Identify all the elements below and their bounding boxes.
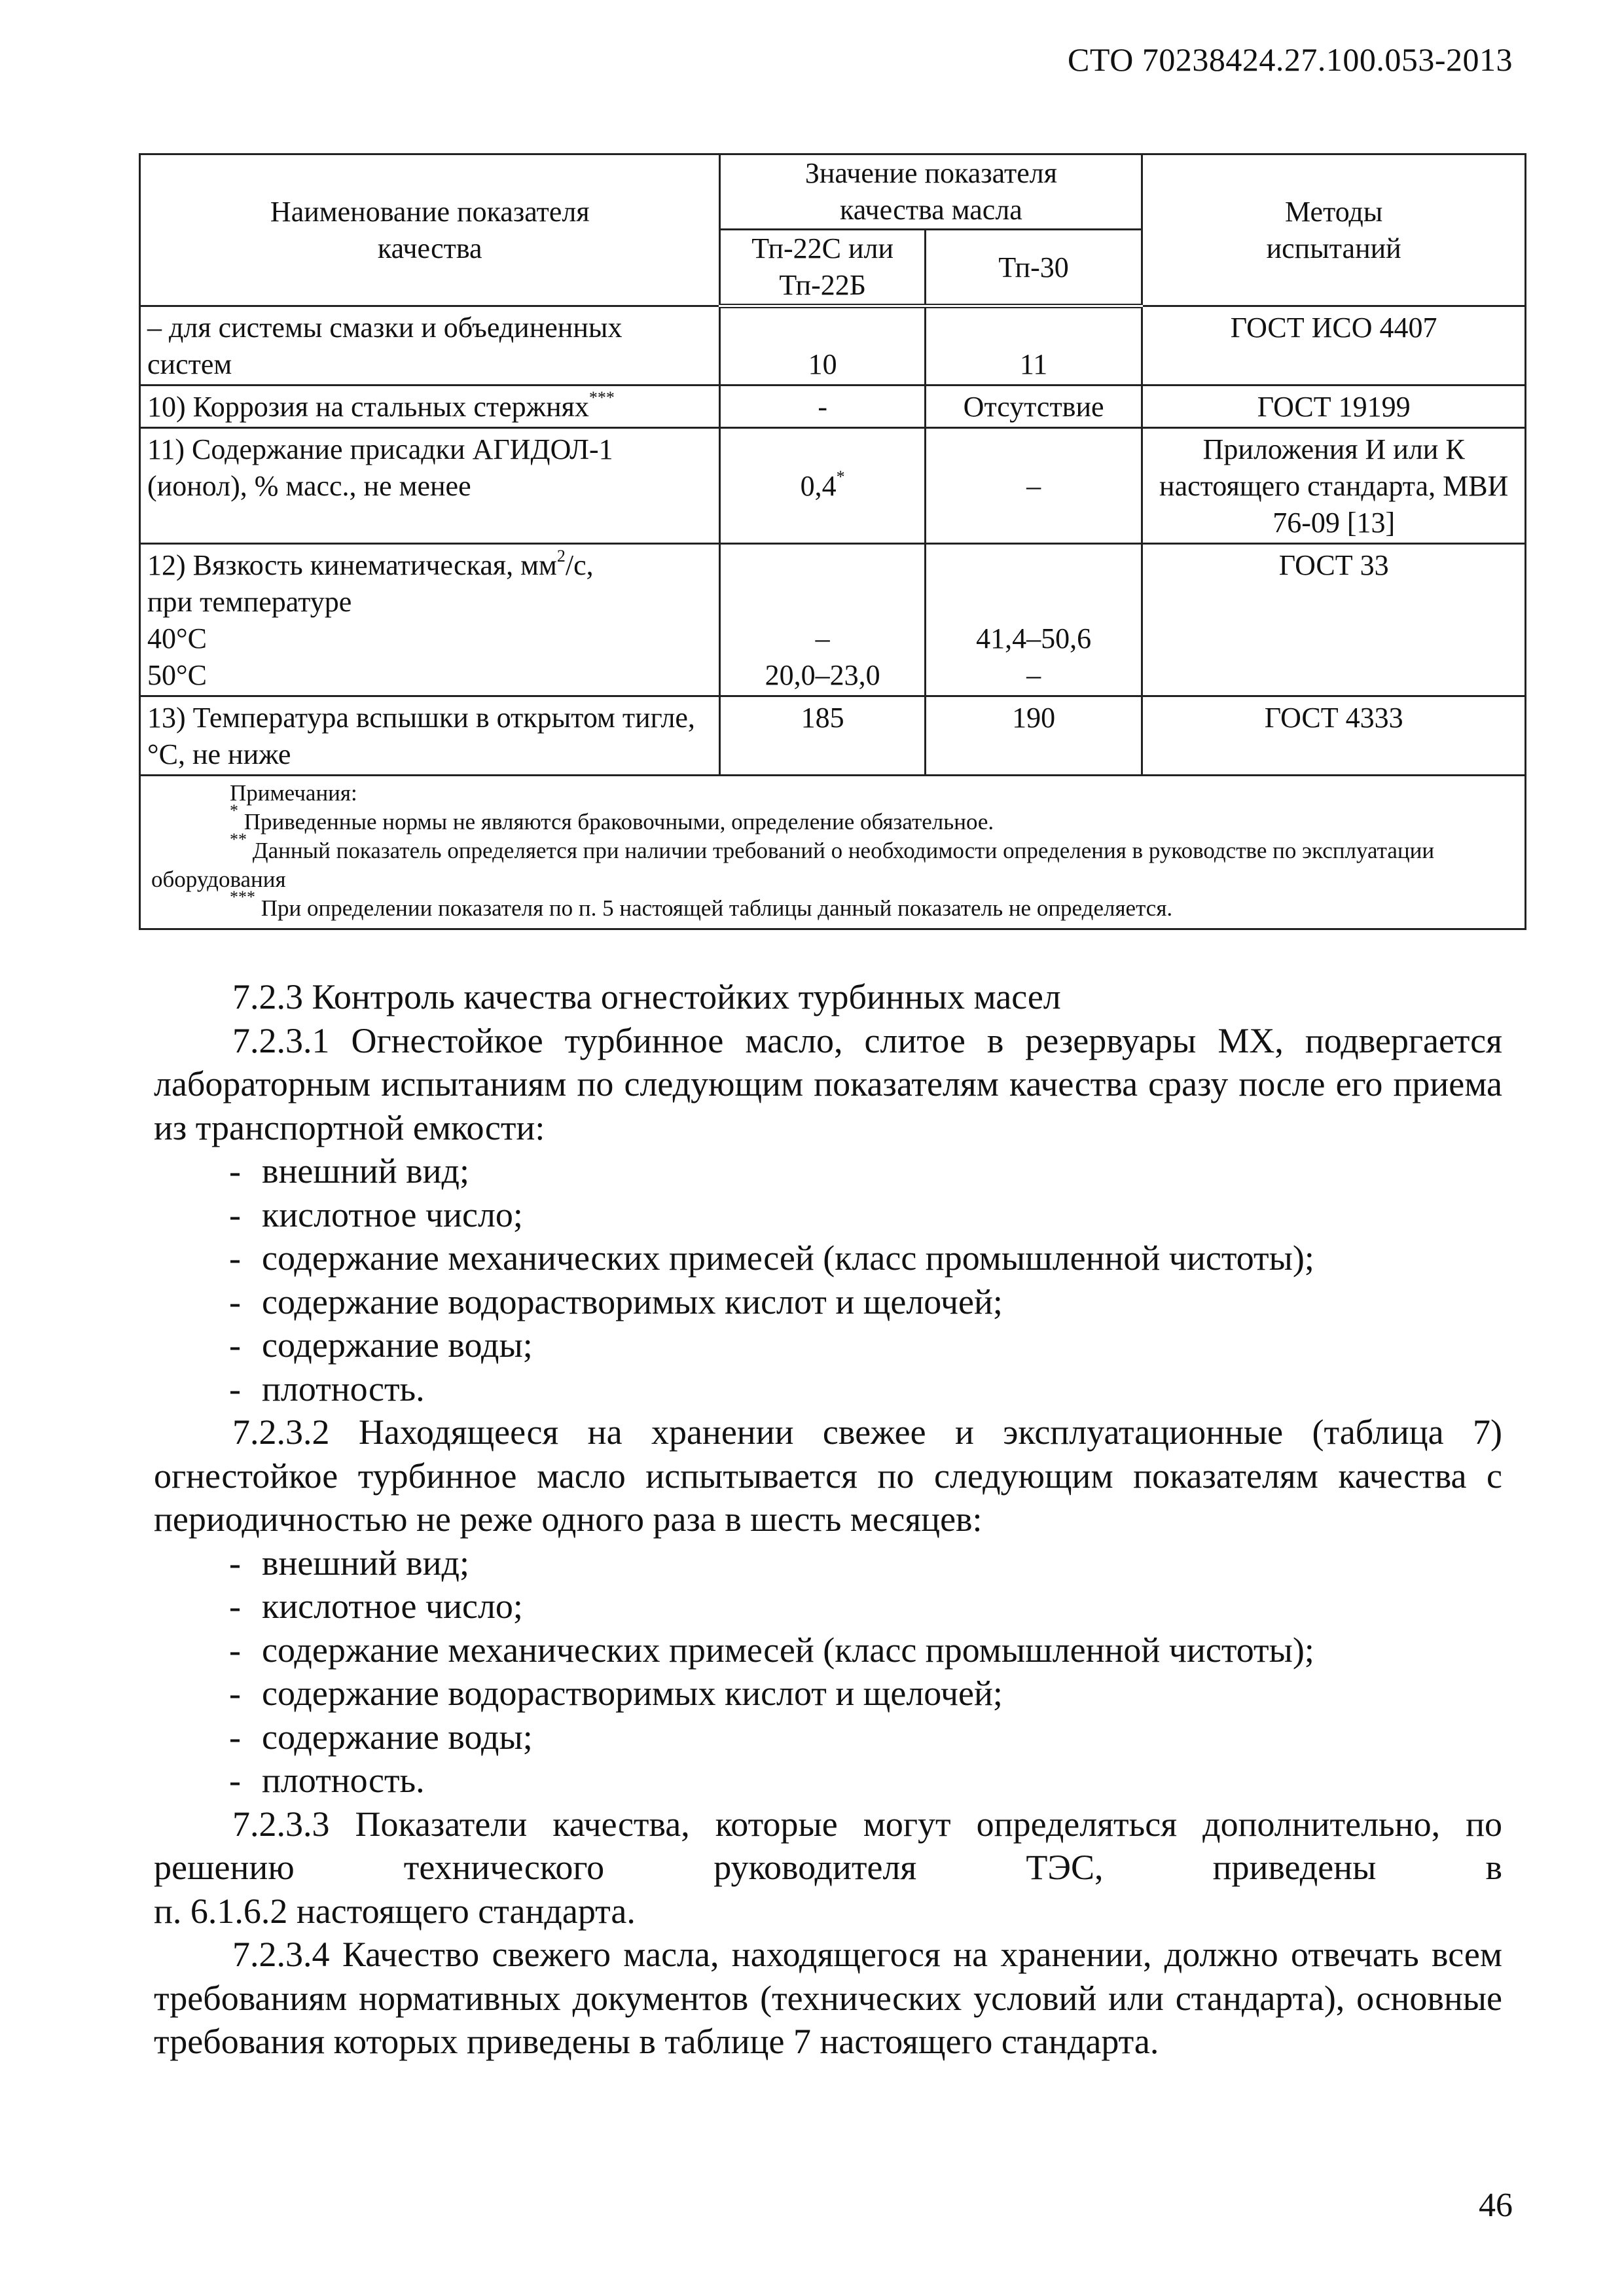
- row-name: [140, 544, 720, 696]
- list-2: [154, 1541, 1502, 1803]
- footnote-mark: *: [230, 801, 238, 820]
- table-notes: [140, 776, 1526, 929]
- table-row: [140, 428, 1526, 544]
- list-item-text: содержание механических примесей (класс промышленной чистоты);: [262, 1630, 1314, 1670]
- row-value-b-40: 41,4–50,6: [976, 622, 1092, 655]
- header-value: Значение показателя качества масла: [720, 154, 1142, 230]
- row-name: 13) Температура вспышки в открытом тигле, °С, не ниже: [140, 696, 720, 776]
- list-item-text: кислотное число;: [262, 1194, 523, 1234]
- list-item: [154, 1236, 1502, 1280]
- table-row: [140, 386, 1526, 428]
- table-header-row: [140, 154, 1526, 230]
- row-value-b: –: [925, 428, 1142, 544]
- row-value-b: Отсутствие: [925, 386, 1142, 428]
- body-text: [154, 975, 1502, 2064]
- note-text: При определении показателя по п. 5 настоящей таблицы данный показатель не определяется.: [261, 895, 1173, 921]
- row-value-b: 11: [925, 306, 1142, 386]
- footnote-mark: ***: [230, 888, 255, 906]
- paragraph-7233: 7.2.3.3 Показатели качества, которые могут определяться дополнительно, по решению технического руководителя ТЭС, приведены в: [154, 1804, 1502, 1887]
- row-name-text: 10) Коррозия на стальных стержнях: [147, 391, 589, 423]
- row-name-line: при температуре: [147, 586, 352, 618]
- table-row: [140, 306, 1526, 386]
- list-item-text: плотность.: [262, 1369, 425, 1408]
- list-item: [154, 1149, 1502, 1193]
- note-1: [151, 801, 1514, 836]
- row-value-a: 10: [720, 306, 925, 386]
- paragraph-7232: 7.2.3.2 Находящееся на хранении свежее и эксплуатационные (таблица 7) огнестойкое турбинное масло испытывается по следующим показателям качества с периодичностью не реже одного раза в шесть месяцев:: [154, 1412, 1502, 1539]
- row-name-line: 50°С: [147, 659, 207, 691]
- list-item: [154, 1715, 1502, 1759]
- note-3: [151, 888, 1514, 923]
- list-item-text: плотность.: [262, 1761, 425, 1800]
- header-methods: Методы испытаний: [1142, 154, 1526, 306]
- row-name-text: /с,: [565, 549, 594, 581]
- list-item-text: кислотное число;: [262, 1587, 523, 1626]
- paragraph-7231: 7.2.3.1 Огнестойкое турбинное масло, слитое в резервуары МХ, подвергается лабораторным испытаниям по следующим показателям качества сразу после его приема из транспортной емкости:: [154, 1020, 1502, 1147]
- row-method: ГОСТ 4333: [1142, 696, 1526, 776]
- list-item: [154, 1280, 1502, 1324]
- table-notes-row: [140, 776, 1526, 929]
- row-value-b: 190: [925, 696, 1142, 776]
- notes-title: Примечания:: [230, 780, 357, 806]
- list-item: [154, 1585, 1502, 1628]
- row-value-a: [720, 544, 925, 696]
- row-method: ГОСТ 19199: [1142, 386, 1526, 428]
- row-method: ГОСТ ИСО 4407: [1142, 306, 1526, 386]
- list-1: [154, 1149, 1502, 1410]
- list-item-text: содержание воды;: [262, 1325, 533, 1365]
- row-value-a: [720, 428, 925, 544]
- row-value-b: [925, 544, 1142, 696]
- row-value-b-50: –: [1026, 659, 1041, 691]
- header-name: Наименование показателя качества: [140, 154, 720, 306]
- footnote-mark: *: [836, 467, 845, 486]
- list-item-text: внешний вид;: [262, 1151, 470, 1191]
- list-item-text: содержание водорастворимых кислот и щелочей;: [262, 1282, 1003, 1321]
- header-grade-b: Тп-30: [925, 230, 1142, 306]
- list-item: [154, 1672, 1502, 1715]
- list-item-text: содержание воды;: [262, 1717, 533, 1757]
- list-item-text: содержание водорастворимых кислот и щелочей;: [262, 1674, 1003, 1713]
- footnote-mark: **: [230, 830, 247, 849]
- row-value-a: -: [720, 386, 925, 428]
- list-item: [154, 1628, 1502, 1672]
- row-name-line: [147, 547, 712, 584]
- row-method: ГОСТ 33: [1142, 544, 1526, 696]
- note-text: Приведенные нормы не являются браковочными, определение обязательное.: [244, 809, 994, 834]
- row-name: 11) Содержание присадки АГИДОЛ-1 (ионол), % масс., не менее: [140, 428, 720, 544]
- table-row: [140, 544, 1526, 696]
- row-value-a: 185: [720, 696, 925, 776]
- list-item: [154, 1367, 1502, 1411]
- quality-table: [139, 153, 1526, 930]
- paragraph-7233-cont: п. 6.1.6.2 настоящего стандарта.: [154, 1891, 636, 1931]
- row-value-a-50: 20,0–23,0: [765, 659, 880, 691]
- row-name: [140, 386, 720, 428]
- paragraph-7234: 7.2.3.4 Качество свежего масла, находящегося на хранении, должно отвечать всем требованиям нормативных документов (технических условий или стандарта), основные требования которых приведены в таблице 7 настоящего стандарта.: [154, 1935, 1502, 2061]
- footnote-mark: ***: [588, 388, 615, 407]
- note-text: Данный показатель определяется при наличии требований о необходимости определения в руководстве по эксплуатации оборудования: [151, 838, 1435, 892]
- row-name-text: 12) Вязкость кинематическая, мм: [147, 549, 557, 581]
- row-name: – для системы смазки и объединенных систем: [140, 306, 720, 386]
- header-grade-a: Тп-22С или Тп-22Б: [720, 230, 925, 306]
- row-name-line: 40°С: [147, 622, 207, 655]
- list-item-text: содержание механических примесей (класс промышленной чистоты);: [262, 1238, 1314, 1278]
- list-item: [154, 1759, 1502, 1803]
- list-item: [154, 1541, 1502, 1585]
- list-item-text: внешний вид;: [262, 1543, 470, 1583]
- document-code: СТО 70238424.27.100.053-2013: [1068, 41, 1513, 78]
- list-item: [154, 1323, 1502, 1367]
- row-method: Приложения И или К настоящего стандарта, МВИ 76-09 [13]: [1142, 428, 1526, 544]
- row-value-a-text: 0,4: [800, 470, 837, 502]
- section-heading: 7.2.3 Контроль качества огнестойких турбинных масел: [232, 977, 1061, 1016]
- row-value-a-40: –: [815, 622, 830, 655]
- note-2: [151, 830, 1514, 894]
- superscript: 2: [556, 547, 566, 565]
- table-row: [140, 696, 1526, 776]
- page-number: 46: [1479, 2187, 1513, 2224]
- list-item: [154, 1193, 1502, 1237]
